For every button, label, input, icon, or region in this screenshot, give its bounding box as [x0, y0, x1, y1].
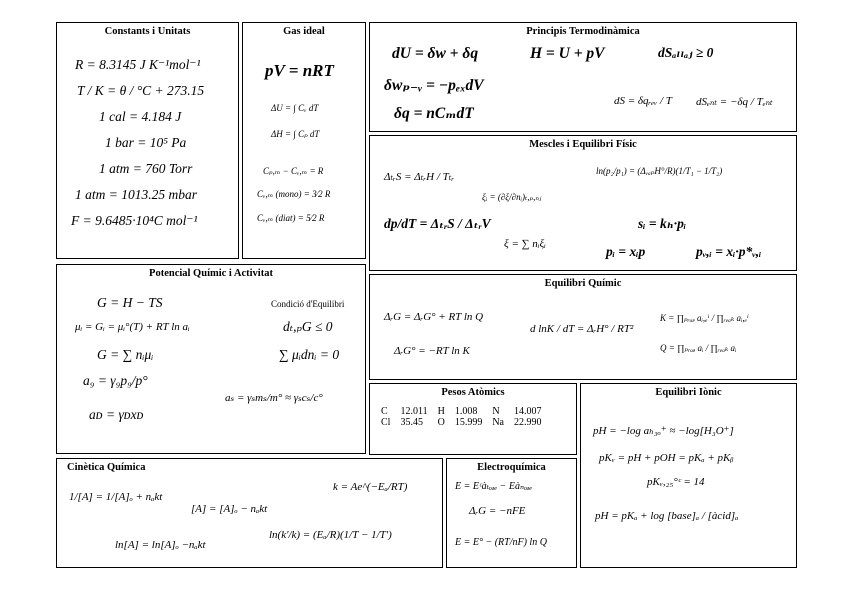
- ph-def: pH = −log aₕ₃ₒ⁺ ≈ −log[H₃O⁺]: [593, 425, 734, 437]
- activity-solute: aₛ = γₛmₛ/m° ≈ γₛcₛ/c°: [225, 392, 323, 404]
- xi-partial: ξᵢ = (∂ξ/∂nᵢ)ₜ,ₚ,ₙⱼ: [482, 192, 542, 202]
- arrhenius: k = Ae^(−Eₐ/RT): [333, 481, 408, 493]
- ionic-title: Equilibri Iònic: [655, 387, 722, 398]
- heat-cm: δq = nCₘdT: [394, 105, 474, 122]
- element-symbol: C: [381, 406, 388, 417]
- standard-gibbs: ΔᵣG° = −RT ln K: [394, 345, 470, 357]
- gas-cv-diat: Cᵥ,ₘ (diat) = 5⁄2 R: [257, 213, 325, 223]
- cinetica-title: Cinètica Química: [67, 462, 146, 473]
- henry-law: sᵢ = kₕ·pᵢ: [638, 216, 687, 231]
- pesos-box: [369, 383, 577, 455]
- constant-bar: 1 bar = 10⁵ Pa: [105, 135, 187, 150]
- element-weight: 15.999: [454, 417, 483, 428]
- vant-hoff: d lnK / dT = ΔᵣH° / RT²: [530, 323, 634, 335]
- ideal-gas-law: pV = nRT: [265, 61, 334, 80]
- atomic-weights-table: [376, 406, 547, 428]
- activity-liquid: aᴅ = γᴅxᴅ: [89, 407, 144, 422]
- entropy-rev: dS = δqᵣₑᵥ / T: [614, 95, 672, 107]
- arrhenius-ratio: ln(k'/k) = (Eₐ/R)(1/T − 1/T'): [269, 529, 392, 541]
- constant-calorie: 1 cal = 4.184 J: [99, 109, 182, 124]
- electro-title: Electroquímica: [477, 462, 546, 473]
- clapeyron: dp/dT = ΔₜᵣS / ΔₜᵣV: [384, 216, 491, 231]
- gas-cp-cv: Cₚ,ₘ − Cᵥ,ₘ = R: [263, 166, 324, 176]
- element-symbol: H: [437, 406, 445, 417]
- principis-box: [369, 22, 797, 132]
- element-symbol: O: [437, 417, 445, 428]
- gas-delta-u: ΔU = ∫ Cᵥ dT: [271, 103, 319, 113]
- pkw-value: pKᵥ,₂₅°ᶜ = 14: [647, 476, 705, 488]
- gas-ideal-box: [242, 22, 366, 259]
- trs-entropy: ΔₜᵣS = ΔₜᵣH / Tₜᵣ: [384, 171, 455, 183]
- gibbs-sum: G = ∑ nᵢμᵢ: [97, 347, 154, 362]
- enthalpy-def: H = U + pV: [530, 45, 605, 62]
- electro-box: [446, 458, 577, 568]
- activity-gas: a₉ = γ₉p₉/p°: [83, 373, 148, 388]
- constant-faraday: F = 9.6485·10⁴C mol⁻¹: [71, 213, 198, 228]
- equilibrium-condition: dₜ,ₚG ≤ 0: [283, 319, 333, 334]
- equilibrium-constant: K = ∏ₚᵣₒₔ aᵢ,ₑⁱ / ∏ᵣₑₐₖ aᵢ,ₑⁱ: [660, 313, 749, 323]
- pkw-relation: pKᵥ = pH + pOH = pKₐ + pKᵦ: [599, 452, 734, 464]
- henderson-hasselbalch: pH = pKₐ + log [base]ₐ / [àcid]ₐ: [595, 510, 739, 522]
- element-weight: 14.007: [514, 406, 542, 417]
- gas-cv-mono: Cᵥ,ₘ (mono) = 3⁄2 R: [257, 189, 331, 199]
- equilibrium-sum: ∑ μᵢdnᵢ = 0: [279, 347, 340, 362]
- chem-potential: μᵢ = Gᵢ = μᵢ°(T) + RT ln aᵢ: [75, 321, 190, 333]
- element-weight: 1.008: [454, 406, 478, 417]
- zero-order-law: [A] = [A]ₒ − nₐkt: [191, 503, 268, 515]
- constants-title: Constants i Unitats: [104, 26, 191, 37]
- entropy-ent: dSₑₙₜ = −δq / Tₑₙₜ: [696, 96, 773, 108]
- pesos-title: Pesos Atòmics: [441, 387, 505, 398]
- xi-sum: ξ = ∑ nᵢξᵢ: [504, 238, 546, 250]
- nernst-equation: E = E° − (RT/nF) ln Q: [455, 537, 547, 548]
- dalton-law: pᵢ = xᵢp: [606, 244, 646, 259]
- clausius-clapeyron: ln(p₂/p₁) = (ΔᵥₐₚH°/R)(1/T₁ − 1/T₂): [596, 166, 723, 176]
- constant-temperature: T / K = θ / °C + 273.15: [77, 83, 205, 98]
- constant-atm-torr: 1 atm = 760 Torr: [99, 161, 193, 176]
- table-row: [376, 417, 547, 428]
- equilibri-quimic-box: [369, 274, 797, 380]
- entropy-isolated: dSₐₗₗₐⱼ ≥ 0: [658, 45, 714, 60]
- gas-ideal-title: Gas ideal: [283, 26, 325, 37]
- potencial-box: [56, 264, 366, 454]
- mescles-title: Mescles i Equilibri Físic: [529, 139, 637, 150]
- reaction-gibbs: ΔᵣG = ΔᵣG° + RT ln Q: [384, 311, 484, 323]
- principis-title: Principis Termodinàmica: [526, 26, 640, 37]
- mescles-box: [369, 135, 797, 271]
- gibbs-nfe: ΔᵣG = −nFE: [469, 505, 526, 517]
- element-symbol: Na: [492, 417, 504, 428]
- ionic-box: [580, 383, 797, 568]
- constant-atm-mbar: 1 atm = 1013.25 mbar: [75, 187, 197, 202]
- second-order-law: 1/[A] = 1/[A]ₒ + nₐkt: [69, 491, 163, 503]
- element-symbol: N: [492, 406, 500, 417]
- first-order-law: ln[A] = ln[A]ₒ −nₐkt: [115, 539, 206, 551]
- constants-box: [56, 22, 239, 259]
- equilibri-quimic-title: Equilibri Químic: [544, 278, 622, 289]
- table-row: [376, 406, 547, 417]
- potencial-title: Potencial Químic i Activitat: [149, 268, 273, 279]
- condicio-label: Condició d'Equilibri: [271, 299, 345, 309]
- element-weight: 22.990: [514, 417, 542, 428]
- cinetica-box: [56, 458, 443, 568]
- gas-delta-h: ΔH = ∫ Cₚ dT: [271, 129, 320, 139]
- element-weight: 12.011: [400, 406, 428, 417]
- gibbs-def: G = H − TS: [97, 295, 163, 310]
- first-law: dU = δw + δq: [392, 45, 479, 62]
- pv-work: δwₚ₋ᵥ = −pₑₓdV: [384, 77, 484, 94]
- constant-gas-constant: R = 8.3145 J K⁻¹mol⁻¹: [75, 57, 201, 72]
- reaction-quotient: Q = ∏ₚᵣₒₔ aᵢ / ∏ᵣₑₐₖ aᵢ: [660, 343, 737, 353]
- raoult-law: pᵥ,ᵢ = xᵢ·p*ᵥ,ᵢ: [696, 244, 762, 259]
- element-symbol: Cl: [381, 417, 391, 428]
- cell-potential: E = Eᶜàₜₒₔₑ − Eàₙₒₔₑ: [455, 481, 533, 492]
- element-weight: 35.45: [400, 417, 423, 428]
